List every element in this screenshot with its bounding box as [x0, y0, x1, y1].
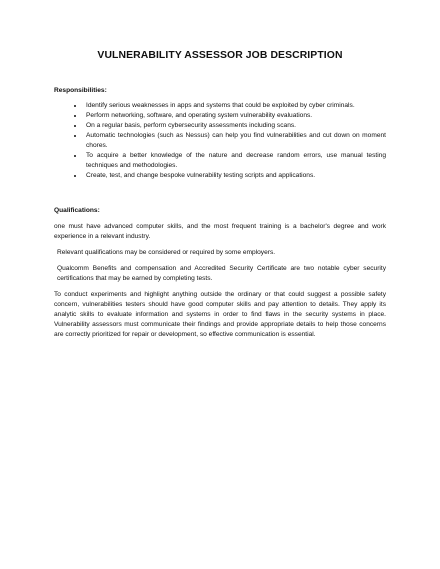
responsibilities-list — [54, 101, 386, 181]
list-item: • Identify serious weaknesses in apps and systems that could be exploited by cyber criminals. — [84, 101, 386, 111]
paragraph: Relevant qualifications may be considered or required by some employers. — [57, 249, 276, 256]
responsibilities-heading: Responsibilities: — [54, 87, 107, 94]
paragraph: To conduct experiments and highlight anything outside the ordinary or that could suggest a possible safety concern, vulnerabilities testers should have good computer skills and pay attention to details. They apply its analytic skills to evaluate information and systems in order to find flaws in the security systems in place. Vulnerability assessors must communicate their findings and provide appropriate details to help those concerns are correctly prioritized for repair or development, so effective communication is essential. — [54, 291, 386, 338]
paragraph: Qualcomm Benefits and compensation and Accredited Security Certificate are two notable cyber security certifications that may be earned by completing tests. — [57, 265, 386, 282]
list-item: • On a regular basis, perform cybersecurity assessments including scans. — [84, 121, 386, 131]
paragraph: one must have advanced computer skills, and the most frequent training is a bachelor's degree and work experience in a relevant industry. — [54, 223, 386, 240]
page-title: VULNERABILITY ASSESSOR JOB DESCRIPTION — [97, 50, 343, 61]
qualifications-heading: Qualifications: — [54, 207, 100, 214]
list-item: • Perform networking, software, and operating system vulnerability evaluations. — [84, 111, 386, 121]
list-item: • Create, test, and change bespoke vulnerability testing scripts and applications. — [84, 171, 386, 181]
list-item: • To acquire a better knowledge of the nature and decrease random errors, use manual testing techniques and methodologies. — [84, 151, 386, 171]
list-item: • Automatic technologies (such as Nessus) can help you find vulnerabilities and cut down on moment chores. — [84, 131, 386, 151]
